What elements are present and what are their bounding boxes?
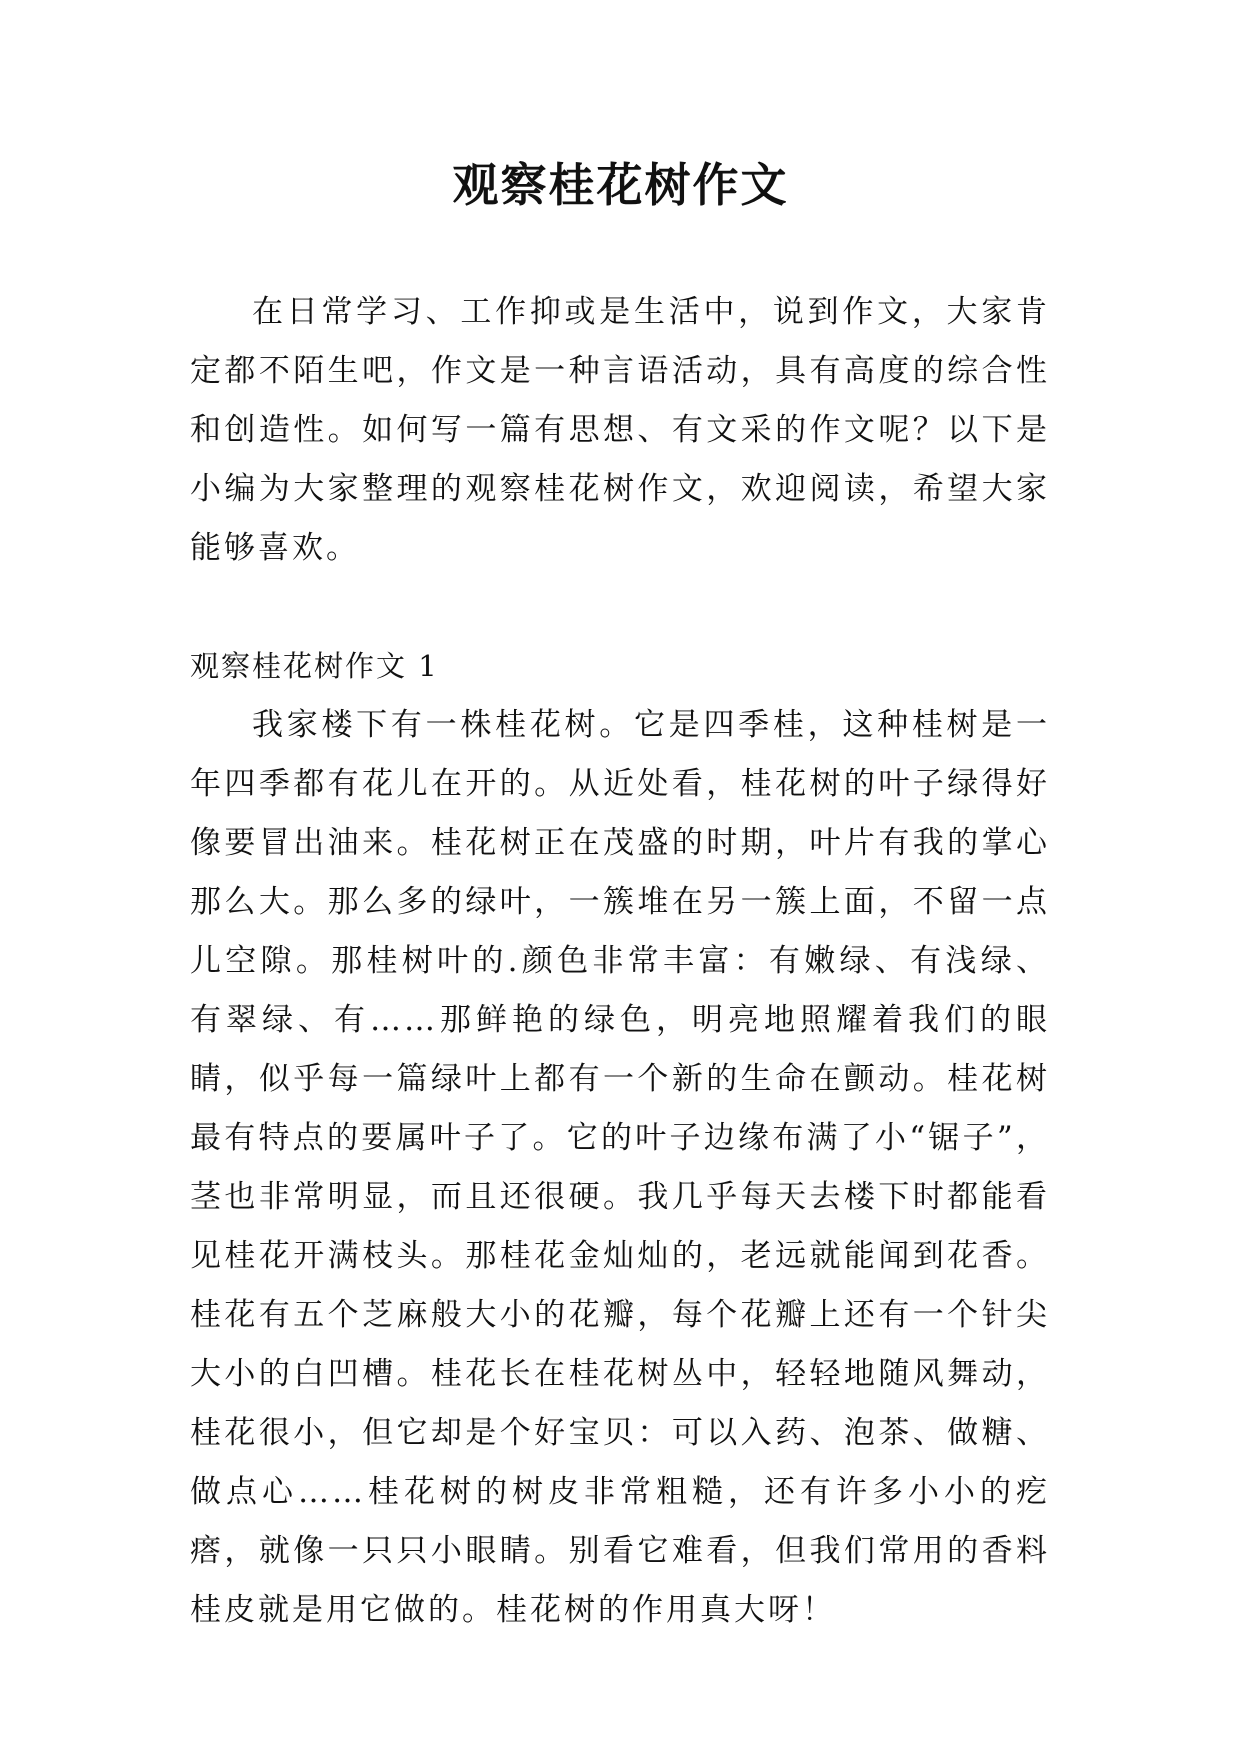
essay-section-1 xyxy=(190,637,1050,1640)
document-title: 观察桂花树作文 xyxy=(452,158,789,212)
intro-paragraph: 在日常学习、工作抑或是生活中，说到作文，大家肯定都不陌生吧，作文是一种言语活动，具有高度的综合性和创造性。如何写一篇有思想、有文采的作文呢？以下是小编为大家整理的观察桂花树作文，欢迎阅读，希望大家能够喜欢。 xyxy=(190,294,1050,566)
section-heading: 观察桂花树作文 1 xyxy=(190,649,439,683)
section-paragraph: 我家楼下有一株桂花树。它是四季桂，这种桂树是一年四季都有花儿在开的。从近处看，桂花树的叶子绿得好像要冒出油来。桂花树正在茂盛的时期，叶片有我的掌心那么大。那么多的绿叶，一簇堆在另一簇上面，不留一点儿空隙。那桂树叶的.颜色非常丰富：有嫩绿、有浅绿、有翠绿、有……那鲜艳的绿色，明亮地照耀着我们的眼睛，似乎每一篇绿叶上都有一个新的生命在颤动。桂花树最有特点的要属叶子了。它的叶子边缘布满了小“锯子”，茎也非常明显，而且还很硬。我几乎每天去楼下时都能看见桂花开满枝头。那桂花金灿灿的，老远就能闻到花香。桂花有五个芝麻般大小的花瓣，每个花瓣上还有一个针尖大小的白凹槽。桂花长在桂花树丛中，轻轻地随风舞动，桂花很小，但它却是个好宝贝：可以入药、泡茶、做糖、做点心……桂花树的树皮非常粗糙，还有许多小小的疙瘩，就像一只只小眼睛。别看它难看，但我们常用的香料桂皮就是用它做的。桂花树的作用真大呀！ xyxy=(190,707,1050,1628)
document-body xyxy=(190,283,1050,1640)
